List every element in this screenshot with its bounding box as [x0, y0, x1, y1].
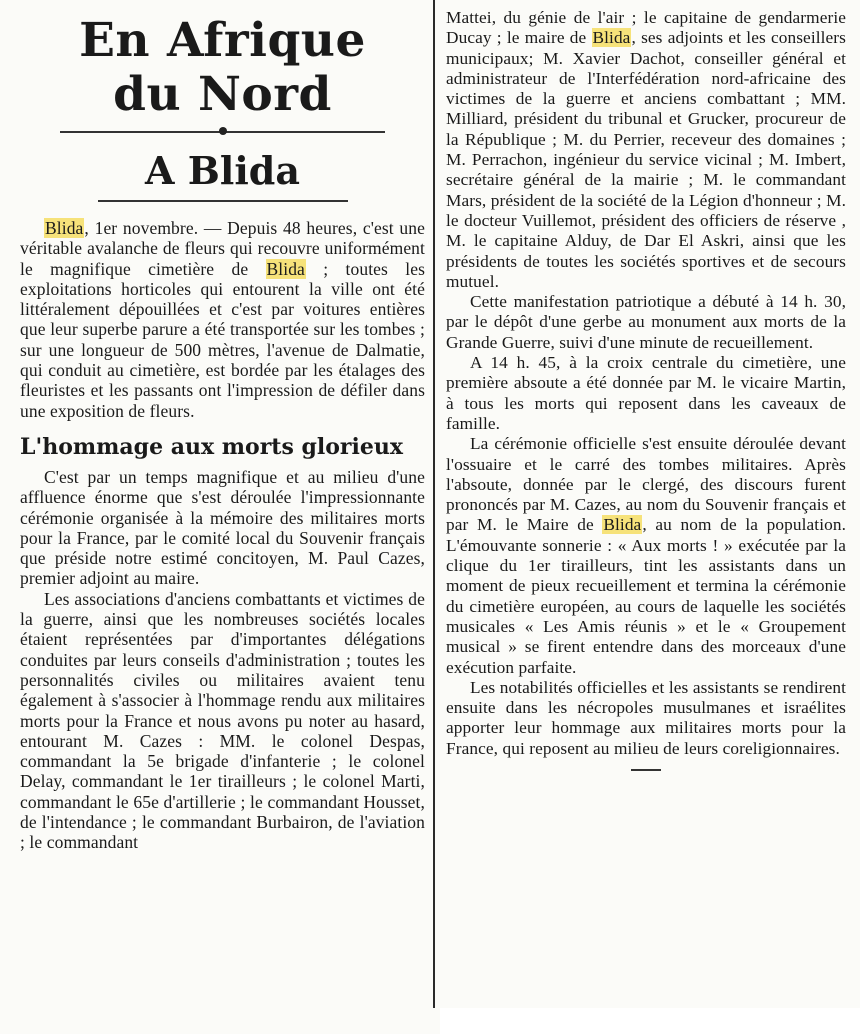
ceremony-paragraph [446, 434, 846, 678]
place-highlight: Blida [45, 218, 84, 238]
end-dash [631, 769, 661, 771]
left-column [20, 8, 425, 853]
right-column [446, 8, 846, 771]
subhead-rule [98, 200, 348, 202]
continued-text-2: , ses adjoints et les conseillers municipaux; M. Xavier Dachot, conseiller général et administrateur de l'Interfédération nord-africaine des victimes de la guerre et anciens combattant ; MM. Milliard, président du tribunal et Grucker, procureur de la République ; M. du Perrier, receveur des domaines ; M. Perrachon, ingénieur du service vicinal ; M. Imbert, secrétaire général de la mairie ; M. le commandant Mars, président de la société de la Légion d'honneur ; M. le docteur Vuillemot, président des officiers de réserve , M. le capitaine Alduy, de Dar El Askri, ainsi que les présidents de toutes les sociétés sportives et de secours mutuel. [446, 28, 846, 291]
continued-text-1: Mattei, du génie de l'air ; le capitaine de gendarmerie Ducay ; le maire de [446, 8, 846, 48]
body-paragraph: C'est par un temps magnifique et au milieu d'une affluence énorme que s'est déroulée l'impressionnante cérémonie organisée à la mémoire des militaires morts pour la France, par le comité local du Souvenir français que préside notre estimé concitoyen, M. Paul Cazes, premier adjoint au maire. [20, 466, 425, 589]
body-paragraph: A 14 h. 45, à la croix centrale du cimetière, une première absoute a été donnée par M. le vicaire Martin, à tous les morts qui reposent dans les caveaux de famille. [446, 353, 846, 433]
ceremony-text-2: , au nom de la population. L'émouvante sonnerie : « Aux morts ! » exécutée par la clique du 1er tirailleurs, tint les assistants dans un moment de pieux recueillement et termina la cérémonie du cimetière européen, au cours de laquelle les sociétés musicales « Les Amis réunis » et le « Groupement musical » se firent entendre dans des morceaux d'une exécution parfaite. [446, 515, 846, 677]
subheadline: A Blida [145, 148, 300, 193]
divider-dot [219, 127, 227, 135]
body-paragraph: Les associations d'anciens combattants et victimes de la guerre, ainsi que les nombreuses sociétés locales étaient représentées par d'importantes délégations conduites par leurs conseils d'administration ; toutes les personnalités civiles ou militaires avaient tenu également à s'associer à l'hommage rendu aux militaires morts pour la France et nous avons pu noter au hasard, entourant M. Cazes : MM. le colonel Despas, commandant la 5e brigade d'infanterie ; le colonel Delay, commandant le 1er tirailleurs ; le colonel Marti, commandant le 65e d'artillerie ; le commandant Housset, de l'intendance ; le commandant Burbairon, de l'aviation ; le commandant [20, 588, 425, 853]
place-highlight: Blida [266, 258, 305, 279]
section-heading: L'hommage aux morts glorieux [20, 433, 403, 460]
headline-line-1: En Afrique [79, 13, 366, 68]
place-highlight: Blida [592, 28, 631, 48]
lead-text-2: ; toutes les exploitations horticoles qui entourent la ville ont été littéralement dépouillées et c'est par voitures entières que leur superbe parure a été transportée sur les tombes ; sur une longueur de 500 mètres, l'avenue de Dalmatie, qui conduit au cimetière, est bordée par les étalages des fleuristes et les passants ont l'impression de défiler dans une exposition de fleurs. [20, 258, 425, 421]
lead-paragraph [20, 218, 425, 421]
lead-text-1: , 1er novembre. — Depuis 48 heures, c'est une véritable avalanche de fleurs qui recouvre uniformément le magnifique cimetière de [20, 218, 425, 279]
headline-line-2: du Nord [113, 67, 332, 122]
page-margin [440, 1008, 860, 1034]
place-highlight: Blida [603, 515, 642, 535]
ornament-divider [60, 126, 385, 138]
body-paragraph: Cette manifestation patriotique a débuté à 14 h. 30, par le dépôt d'une gerbe au monument aux morts de la Grande Guerre, suivi d'une minute de recueillement. [446, 292, 846, 352]
ceremony-text-1: La cérémonie officielle s'est ensuite déroulée devant l'ossuaire et le carré des tombes militaires. Après l'absoute, donnée par le clergé, des discours furent prononcés par M. Cazes, au nom du Souvenir français et par M. le Maire de [446, 434, 846, 535]
body-paragraph: Les notabilités officielles et les assistants se rendirent ensuite dans les nécropoles musulmanes et israélites apporter leur hommage aux militaires morts pour la France, qui reposent au milieu de leurs coreligionnaires. [446, 677, 846, 758]
column-divider [433, 0, 435, 1008]
headline [20, 14, 425, 122]
continued-paragraph [446, 8, 846, 292]
